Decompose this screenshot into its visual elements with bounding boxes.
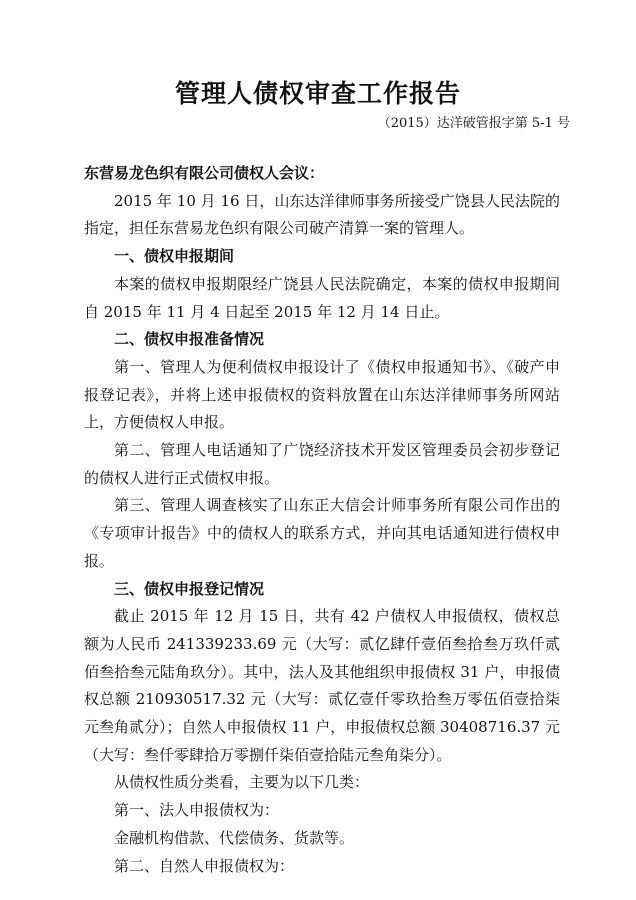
- paragraph-preparation-third: 第三、管理人调查核实了山东正大信会计师事务所有限公司作出的《专项审计报告》中的债权人的联系方式，并向其电话通知进行债权申报。: [84, 496, 560, 570]
- paragraph-appointment: 2015 年 10 月 16 日，山东达洋律师事务所接受广饶县人民法院的指定，担任东营易龙色织有限公司破产清算一案的管理人。: [84, 191, 560, 238]
- addressee: 东营易龙色织有限公司债权人会议：: [84, 164, 325, 182]
- section-heading-registration: 三、债权申报登记情况: [114, 579, 265, 598]
- section-heading-preparation: 二、债权申报准备情况: [114, 330, 265, 349]
- report-body: [84, 160, 560, 880]
- section-heading-declaration-period: 一、债权申报期间: [114, 247, 235, 266]
- report-title: 管理人债权审查工作报告: [174, 79, 461, 108]
- paragraph-legal-person-heading: 第一、法人申报债权为：: [114, 801, 280, 820]
- paragraph-preparation-second: 第二、管理人电话通知了广饶经济技术开发区管理委员会初步登记的债权人进行正式债权申报。: [84, 441, 560, 487]
- paragraph-classification: 从债权性质分类看，主要为以下几类：: [114, 773, 370, 792]
- paragraph-natural-person-heading: 第二、自然人申报债权为：: [114, 856, 295, 875]
- paragraph-legal-person-types: 金融机构借款、代偿债务、货款等。: [114, 828, 355, 847]
- paragraph-declaration-period: 本案的债权申报期限经广饶县人民法院确定，本案的债权申报期间自 2015 年 11 月 4 日起至 2015 年 12 月 14 日止。: [84, 274, 560, 321]
- document-number: （2015）达洋破管报字第 5-1 号: [377, 116, 570, 131]
- paragraph-registration-summary: 截止 2015 年 12 月 15 日，共有 42 户债权人申报债权，债权总额为人民币 241339233.69 元（大写：贰亿肆仟壹佰叁拾叁万玖仟贰佰叁拾叁元陆角玖分）。其中，法人及其他组织申报债权 31 户，申报债权总额 210930517.32 元（大写：贰亿壹仟零玖拾叁万零伍佰壹拾柒元叁角贰分）；自然人申报债权 11 户，申报债权总额 30408716.37 元（大写：叁仟零肆拾万零捌仟柒佰壹拾陆元叁角柒分）。: [84, 607, 560, 764]
- paragraph-preparation-first: 第一、管理人为便利债权申报设计了《债权申报通知书》、《破产申报登记表》，并将上述申报债权的资料放置在山东达洋律师事务所网站上，方便债权人申报。: [84, 357, 560, 432]
